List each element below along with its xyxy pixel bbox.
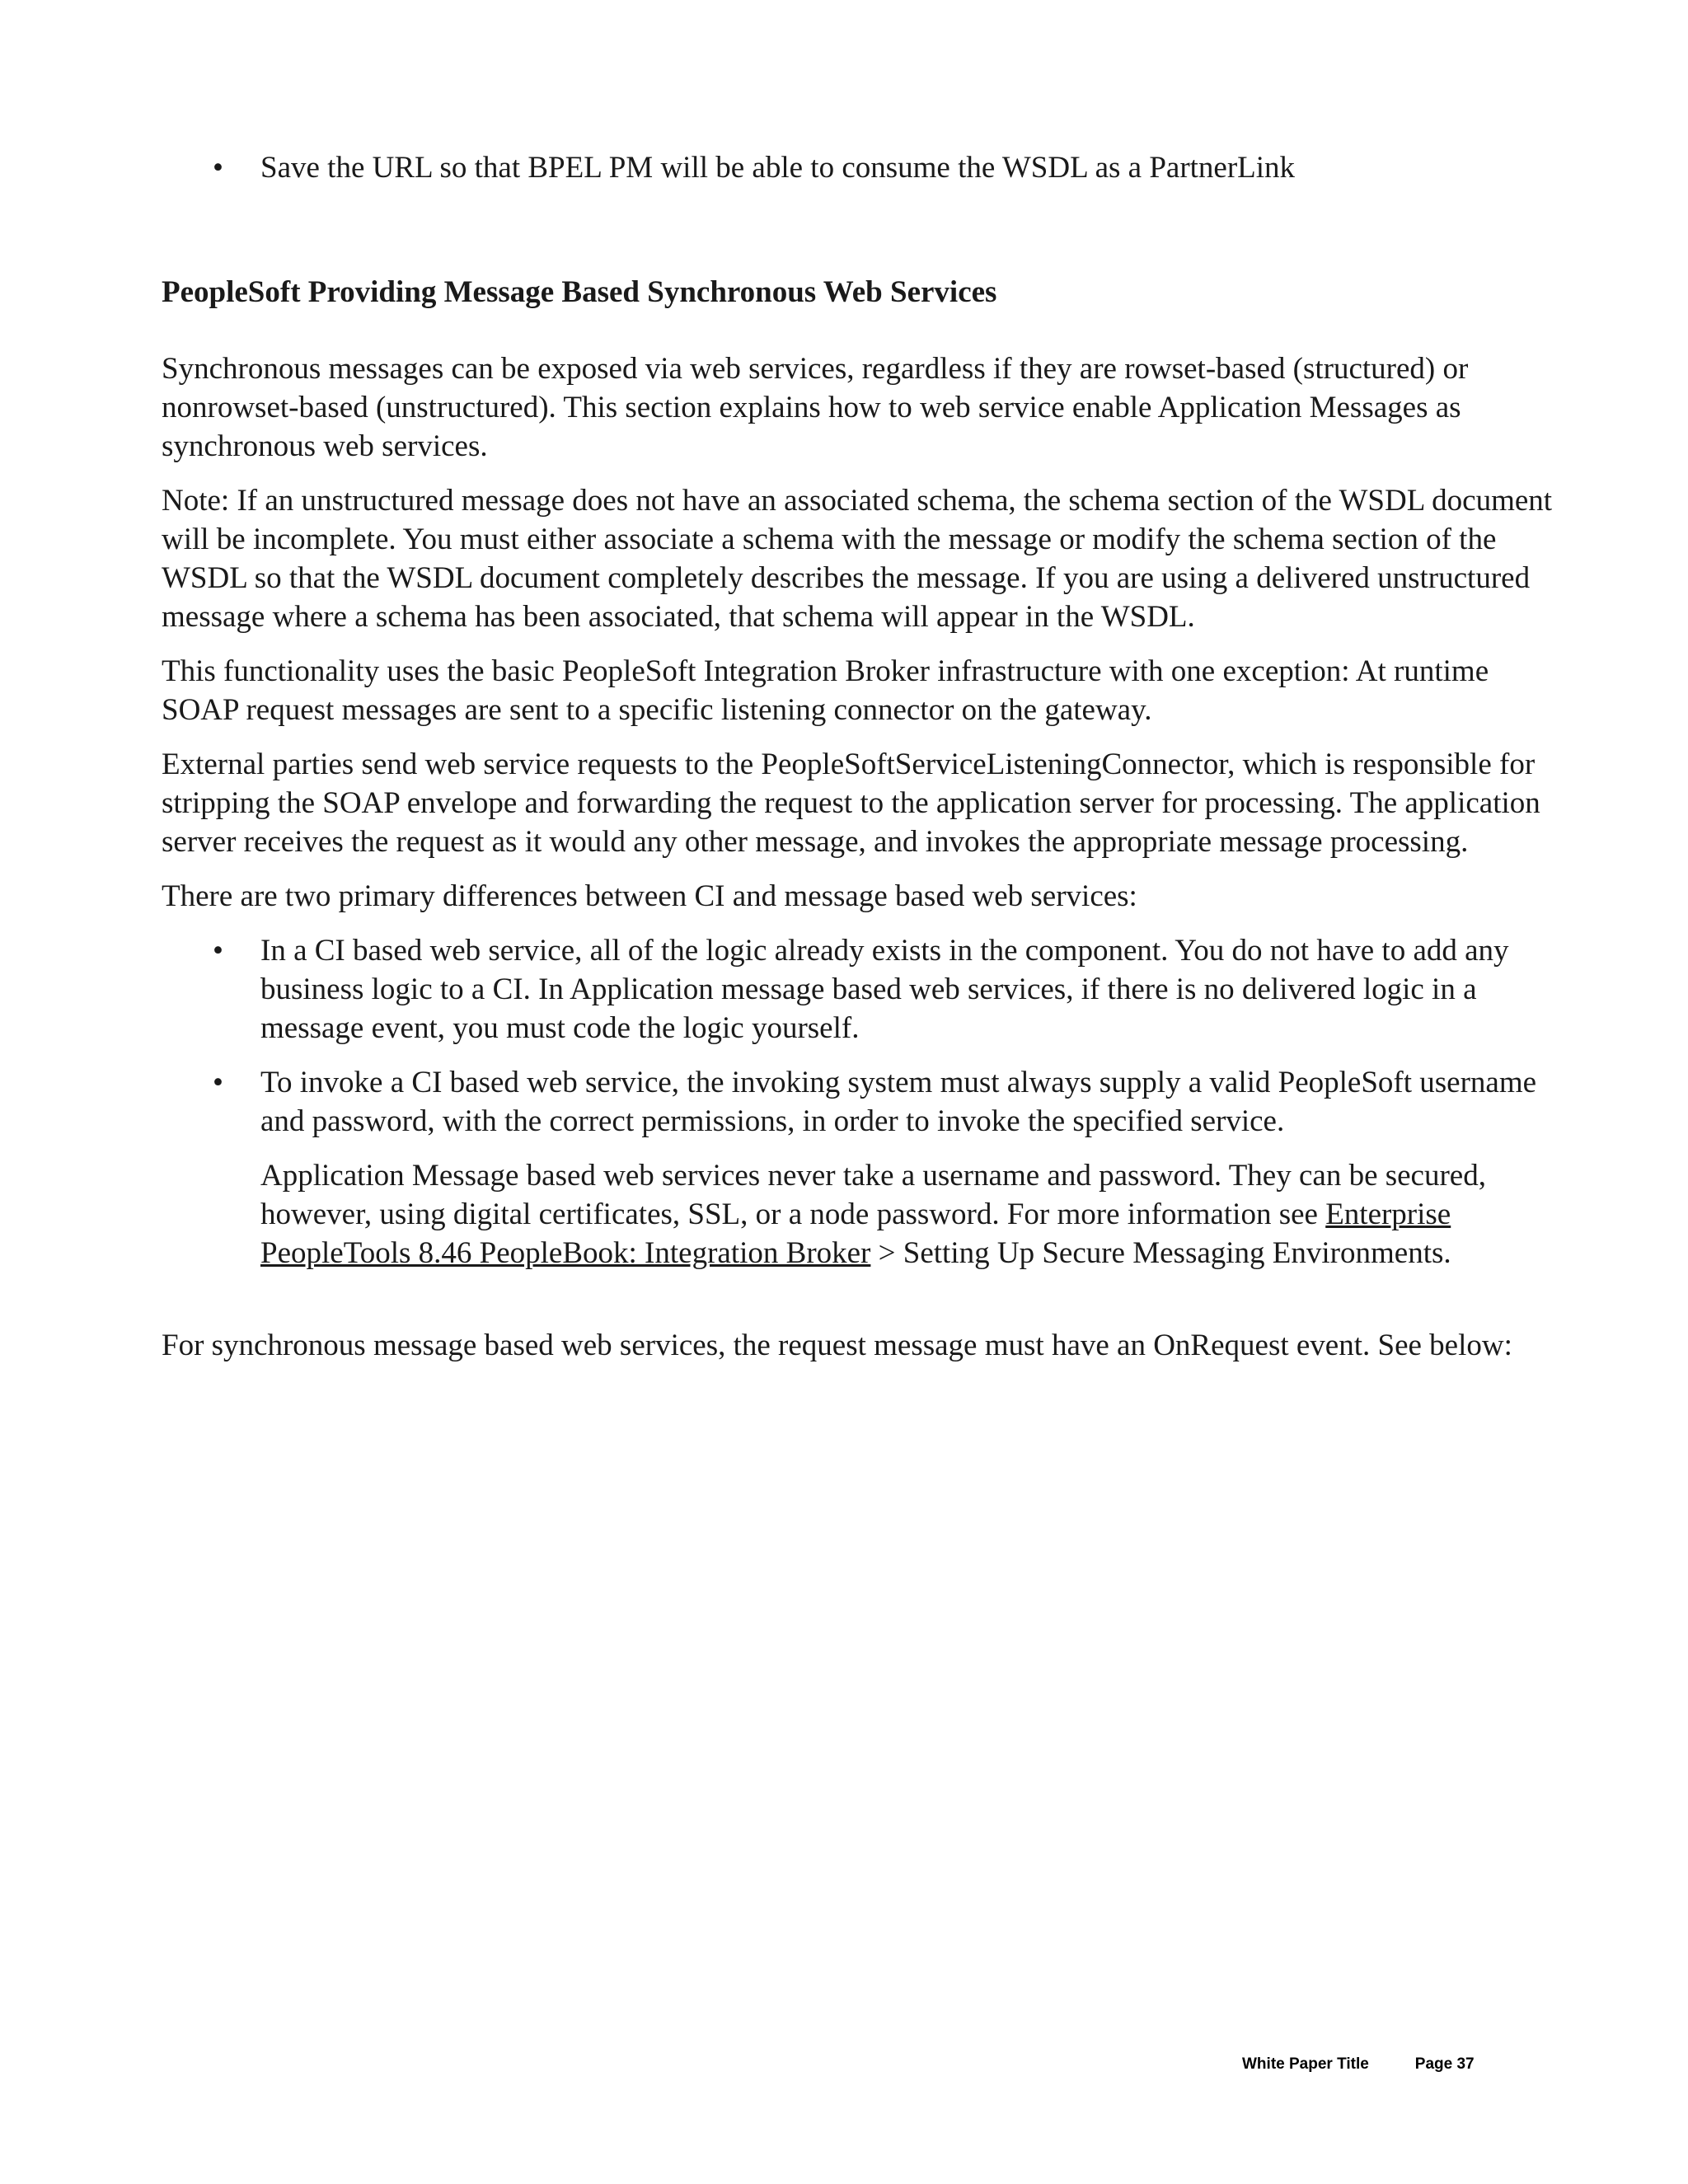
section-heading: PeopleSoft Providing Message Based Synchronous Web Services	[162, 275, 997, 309]
paragraph-note: Note: If an unstructured message does not have an associated schema, the schema section of the WSDL document will be incomplete. You must either associate a schema with the message or modify the schema section of the WSDL so that the WSDL document completely describes the message. If you are using a delivered unstructured message where a schema has been associated, that schema will appear in the WSDL.	[162, 484, 1553, 634]
bullet-icon: •	[213, 1066, 223, 1099]
list-item-text: To invoke a CI based web service, the invoking system must always supply a valid PeopleSoft username and password, with the correct permissions, in order to invoke the specified service.	[260, 1066, 1537, 1138]
security-note-path: > Setting Up Secure Messaging Environments.	[870, 1236, 1451, 1270]
paragraph-functionality: This functionality uses the basic PeopleSoft Integration Broker infrastructure with one exception: At runtime SOAP request messages are sent to a specific listening connector on the gateway.	[162, 654, 1489, 727]
list-item-difference-logic	[162, 931, 1554, 1047]
footer-title: White Paper Title	[1242, 2055, 1369, 2073]
paragraph-closing: For synchronous message based web services, the request message must have an OnRequest event. See below:	[162, 1329, 1512, 1362]
paragraph-differences-intro: There are two primary differences between CI and message based web services:	[162, 879, 1137, 913]
page-footer	[1242, 2055, 1475, 2074]
list-item-text: Save the URL so that BPEL PM will be able to consume the WSDL as a PartnerLink	[260, 151, 1296, 185]
paragraph-external-parties: External parties send web service requests to the PeopleSoftServiceListeningConnector, which is responsible for stripping the SOAP envelope and forwarding the request to the application server for processing. The application server receives the request as it would any other message, and invokes the appropriate message processing.	[162, 748, 1540, 859]
peoplebook-link[interactable]: Enterprise PeopleTools 8.46 PeopleBook: Integration Broker	[260, 1197, 1451, 1270]
paragraph-intro: Synchronous messages can be exposed via web services, regardless if they are rowset-based (structured) or nonrowset-based (unstructured). This section explains how to web service enable Application Messages as synchronous web services.	[162, 352, 1469, 463]
security-note-text: Application Message based web services never take a username and password. They can be secured, however, using digital certificates, SSL, or a node password. For more information see	[260, 1159, 1486, 1231]
list-item-save-url	[162, 148, 1554, 187]
bullet-icon: •	[213, 151, 223, 185]
footer-page-number: Page 37	[1414, 2055, 1475, 2073]
list-item-text: In a CI based web service, all of the logic already exists in the component. You do not have to add any business logic to a CI. In Application message based web services, if there is no delivered logic in a message event, you must code the logic yourself.	[260, 934, 1509, 1045]
document-page	[162, 148, 1554, 1365]
bullet-icon: •	[213, 934, 223, 968]
list-item-difference-auth	[162, 1063, 1554, 1141]
paragraph-security-note	[162, 1156, 1554, 1272]
